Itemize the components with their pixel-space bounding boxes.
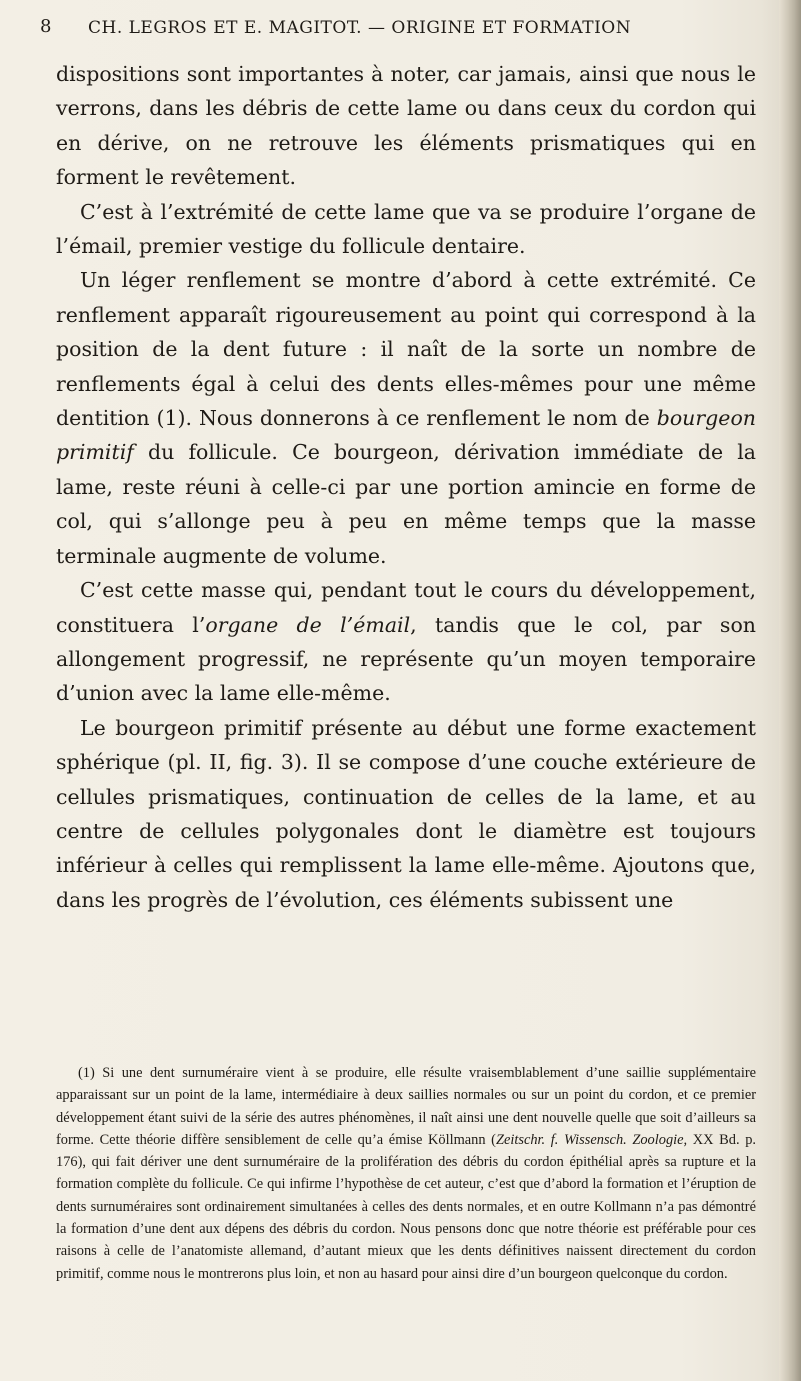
text-run: dispositions sont importantes à noter, car jamais, ainsi que nous le verrons, dans les débris de cette lame ou dans ceux du cordon qui en dérive, on ne retrouve les éléments prismatiques qui en forment le revêtement.: [56, 62, 756, 190]
text-run: , tandis que le col, par son allongement progressif, ne représente qu’un moyen temporaire d’union avec la lame elle-même.: [56, 612, 756, 706]
main-text: [56, 57, 756, 917]
page-number: 8: [40, 16, 52, 37]
page-header: [40, 10, 760, 44]
page-edge: [779, 0, 801, 1381]
text-run: Le bourgeon primitif présente au début une forme exactement sphérique (pl. II, fig. 3). Il se compose d’une couche extérieure de cellules prismatiques, continuation de celles de la lame, et au centre de cellules polygonales dont le diamètre est toujours inférieur à celles qui remplissent la lame elle-même. Ajoutons que, dans les progrès de l’évolution, ces éléments subissent une: [56, 715, 756, 912]
body-paragraph: [56, 573, 756, 711]
text-run: du follicule. Ce bourgeon, dérivation immédiate de la lame, reste réuni à celle-ci par une portion amincie en forme de col, qui s’allonge peu à peu en même temps que la masse terminale augmente de volume.: [56, 440, 756, 568]
body-paragraph: [56, 263, 756, 573]
text-run: XX Bd. p. 176), qui fait dériver une dent surnuméraire de la prolifération des débris du cordon épithélial après sa rupture et la formation complète du follicule. Ce qui infirme l’hypothèse de cet auteur, c’est que d’abord la formation et l’éruption de dents surnuméraires sont ordinairement simultanées à celles des dents normales, et en outre Kollmann n’a pas démontré la formation d’une dent aux dépens des débris du cordon. Nous pensons donc que notre théorie est préférable pour ces raisons à celle de l’anatomiste allemand, d’autant mieux que les dents définitives naissent directement du cordon primitif, comme nous le montrerons plus loin, et non au hasard pour ainsi dire d’un bourgeon quelconque du cordon.: [56, 1131, 756, 1282]
italic-term: organe de l’émail: [205, 612, 411, 637]
citation-title: Zeitschr. f. Wissensch. Zoologie,: [495, 1131, 688, 1148]
body-paragraph: [56, 711, 756, 917]
footnote-paragraph: [56, 1062, 756, 1285]
body-paragraph: [56, 57, 756, 195]
text-run: C’est à l’extrémité de cette lame que va se produire l’organe de l’émail, premier vestige du follicule dentaire.: [56, 199, 756, 259]
text-run: C’est cette masse qui, pendant tout le cours du développement, constituera l’: [56, 578, 756, 637]
text-run: (1) Si une dent surnuméraire vient à se produire, elle résulte vraisemblablement d’une saillie supplémentaire apparaissant sur un point de la lame, intermédiaire à deux saillies normales ou sur un point du cordon, et ce premier développement étant suivi de la série des autres phénomènes, il naît ainsi une dent nouvelle quelle que soit d’ailleurs sa forme. Cette théorie diffère sensiblement de celle qu’a émise Köllmann (: [56, 1065, 756, 1148]
body-paragraph: [56, 195, 756, 264]
running-title: CH. LEGROS ET E. MAGITOT. — ORIGINE ET FORMATION: [88, 18, 632, 38]
text-run: Un léger renflement se montre d’abord à cette extrémité. Ce renflement apparaît rigoureusement au point qui correspond à la position de la dent future : il naît de la sorte un nombre de renflements égal à celui des dents elles-mêmes pour une même dentition (1). Nous donnerons à ce renflement le nom de: [56, 268, 756, 431]
italic-term: bourgeon primitif: [56, 406, 756, 465]
footnote: [56, 1062, 756, 1285]
